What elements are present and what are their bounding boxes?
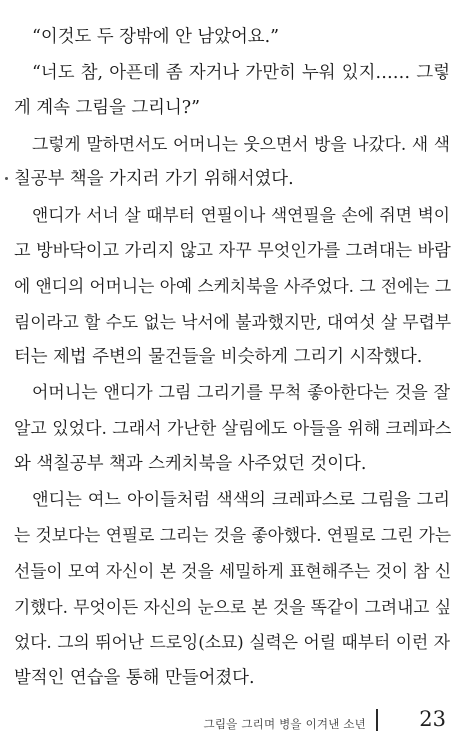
margin-dot xyxy=(5,177,8,180)
body-text xyxy=(14,20,450,696)
text-line: 기했다. 무엇이든 자신의 눈으로 본 것을 똑같이 그려내고 싶 xyxy=(14,596,452,617)
text-line: 고 방바닥이고 가리지 않고 자꾸 무엇인가를 그려대는 바람 xyxy=(14,240,451,261)
text-line: 알고 있었다. 그래서 가난한 살림에도 아들을 위해 크레파스 xyxy=(14,418,452,439)
text-line: 와 색칠공부 책과 스케치북을 사주었던 것이다. xyxy=(14,454,367,475)
text-line: 에 앤디의 어머니는 아예 스케치북을 사주었다. 그 전에는 그 xyxy=(14,276,452,297)
text-line: 앤디는 여느 아이들처럼 색색의 크레파스로 그림을 그리 xyxy=(32,489,450,510)
text-line: 어머니는 앤디가 그림 그리기를 무척 좋아한다는 것을 잘 xyxy=(32,382,450,403)
page-footer xyxy=(0,707,470,737)
text-line: 는 것보다는 연필로 그리는 것을 좋아했다. 연필로 그린 가는 xyxy=(14,525,452,546)
running-head: 그림을 그리며 병을 이겨낸 소년 xyxy=(203,717,366,731)
page-number: 23 xyxy=(419,707,446,731)
text-line: 앤디가 서너 살 때부터 연필이나 색연필을 손에 쥐면 벽이 xyxy=(32,204,450,225)
text-line: 그렇게 말하면서도 어머니는 웃으면서 방을 나갔다. 새 색 xyxy=(32,133,450,154)
footer-divider xyxy=(376,709,378,731)
text-line: 발적인 연습을 통해 만들어졌다. xyxy=(14,667,255,688)
text-line: 터는 제법 주변의 물건들을 비슷하게 그리기 시작했다. xyxy=(14,347,423,368)
text-line: 게 계속 그림을 그리니?” xyxy=(14,98,200,119)
text-line: 었다. 그의 뛰어난 드로잉(소묘) 실력은 어릴 때부터 이런 자 xyxy=(14,632,450,653)
text-line: 선들이 모여 자신이 본 것을 세밀하게 표현해주는 것이 참 신 xyxy=(14,560,452,581)
text-line: “이것도 두 장밖에 안 남았어요.” xyxy=(32,27,280,47)
text-line: “너도 참, 아픈데 좀 자거나 가만히 누워 있지…… 그렇 xyxy=(32,62,450,83)
text-line: 칠공부 책을 가지러 가기 위해서였다. xyxy=(14,169,294,190)
text-line: 림이라고 할 수도 없는 낙서에 불과했지만, 대여섯 살 무렵부 xyxy=(14,311,452,332)
